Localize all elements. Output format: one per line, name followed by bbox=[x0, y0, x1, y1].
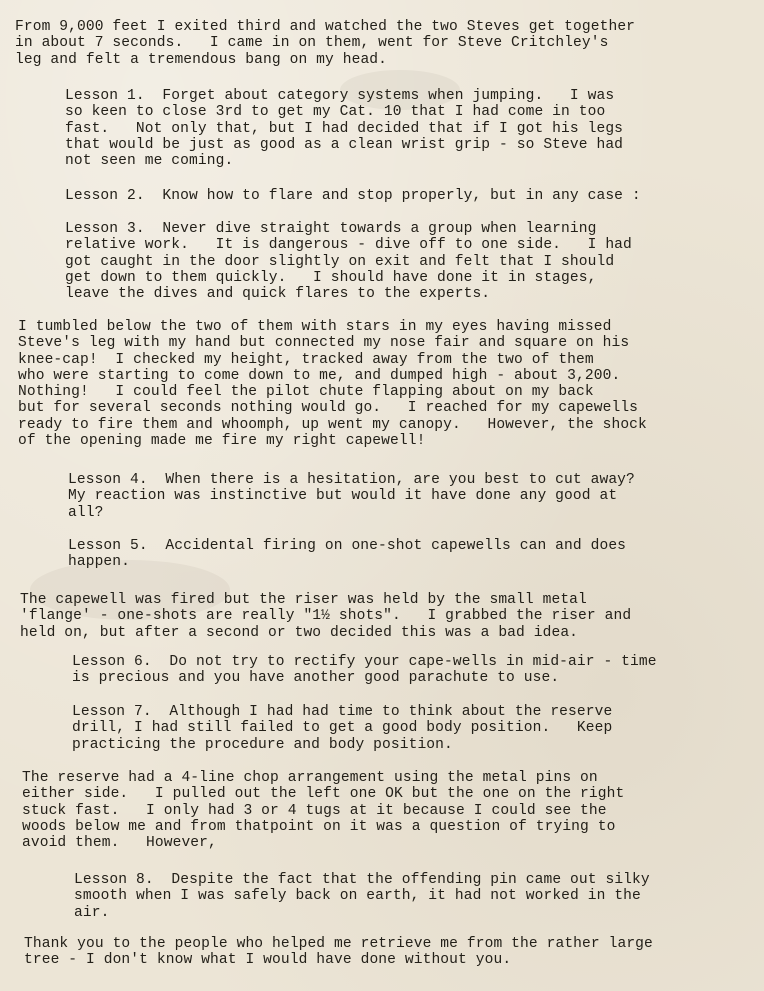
lesson-paragraph: Lesson 8. Despite the fact that the offending pin came out silky smooth when I was safely back on earth, it had not worked in the air. bbox=[74, 872, 650, 921]
lesson-paragraph: Lesson 1. Forget about category systems when jumping. I was so keen to close 3rd to get my Cat. 10 that I had come in too fast. Not only that, but I had decided that if I got his legs that would be just as good as a clean wrist grip - so Steve had not seen me coming. bbox=[65, 88, 624, 170]
lesson-paragraph: Lesson 7. Although I had had time to think about the reserve drill, I had still failed to get a good body position. Keep practicing the procedure and body position. bbox=[72, 704, 613, 753]
lesson-paragraph: Lesson 6. Do not try to rectify your cape-wells in mid-air - time is precious and you have another good parachute to use. bbox=[72, 654, 657, 687]
lesson-paragraph: Lesson 2. Know how to flare and stop properly, but in any case : bbox=[65, 188, 641, 204]
closing-paragraph: Thank you to the people who helped me retrieve me from the rather large tree - I don't know what I would have done without you. bbox=[24, 936, 653, 969]
narrative-paragraph: From 9,000 feet I exited third and watched the two Steves get together in about 7 seconds. I came in on them, went for Steve Critchley's leg and felt a tremendous bang on my head. bbox=[15, 19, 636, 68]
lesson-paragraph: Lesson 5. Accidental firing on one-shot capewells can and does happen. bbox=[68, 538, 627, 571]
lesson-paragraph: Lesson 4. When there is a hesitation, are you best to cut away? My reaction was instinctive but would it have done any good at all? bbox=[68, 472, 635, 521]
narrative-paragraph: I tumbled below the two of them with stars in my eyes having missed Steve's leg with my hand but connected my nose fair and square on his knee-cap! I checked my height, tracked away from the two of them who were starting to come down to me, and dumped high - about 3,200. Nothing! I could feel the pilot chute flapping about on my back but for several seconds nothing would go. I reached for my capewells ready to fire them and whoomph, up went my canopy. However, the shock of the opening made me fire my right capewell! bbox=[18, 319, 647, 450]
narrative-paragraph: The reserve had a 4-line chop arrangement using the metal pins on either side. I pulled out the left one OK but the one on the right stuck fast. I only had 3 or 4 tugs at it because I could see the woods below me and from thatpoint on it was a question of trying to avoid them. However, bbox=[22, 770, 625, 852]
lesson-paragraph: Lesson 3. Never dive straight towards a group when learning relative work. It is dangerous - dive off to one side. I had got caught in the door slightly on exit and felt that I should get down to them quickly. I should have done it in stages, leave the dives and quick flares to the experts. bbox=[65, 221, 632, 303]
narrative-paragraph: The capewell was fired but the riser was held by the small metal 'flange' - one-shots are really "1½ shots". I grabbed the riser and held on, but after a second or two decided this was a bad idea. bbox=[20, 592, 632, 641]
